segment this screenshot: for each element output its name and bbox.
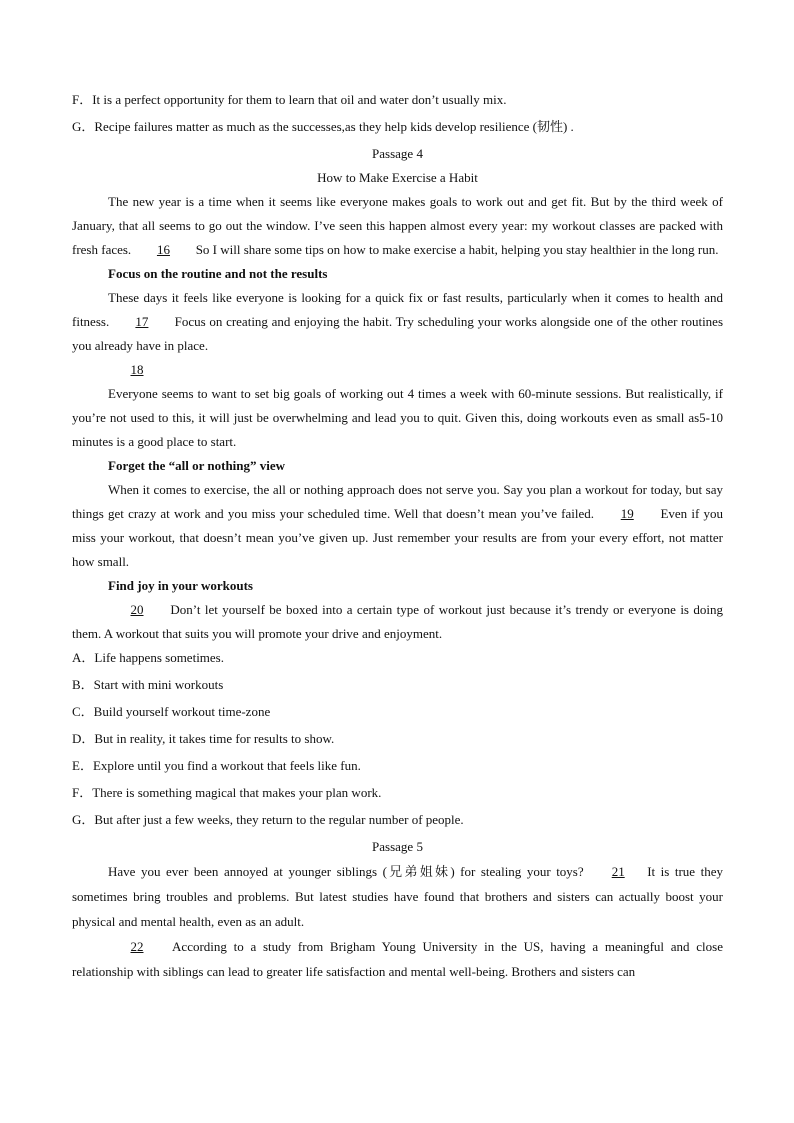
p4-p2-text-a: These days it feels like everyone is looking for a quick fix or fast results, particularly when it comes to health and fitness. [72,290,723,329]
option-c: C．Build yourself workout time-zone [72,704,271,719]
p5-p2-text: According to a study from Brigham Young University in the US, having a meaningful and close relationship with siblings can lead to greater life satisfaction and mental well-being. Brothers and sisters can [72,939,723,979]
p4-p2-text-b: Focus on creating and enjoying the habit. Try scheduling your works alongside one of the other routines you already have in place. [72,314,724,353]
option-e: E．Explore until you find a workout that feels like fun. [72,758,361,773]
passage-4-paragraph-3: Everyone seems to want to set big goals of working out 4 times a week with 60-minute sessions. But realistically, if you’re not used to this, it will just be overwhelming and lead you to quit. Given this, doing workouts even as small as5-10 minutes is a good place to start. [72,386,723,449]
blank-21[interactable]: 21 [611,864,625,879]
option-a: A．Life happens sometimes. [72,650,224,665]
heading-find-joy: Find joy in your workouts [108,578,253,593]
option-g: G．But after just a few weeks, they return to the regular number of people. [72,812,464,827]
heading-all-or-nothing: Forget the “all or nothing” view [108,458,286,473]
option-f-prev: F．It is a perfect opportunity for them to learn that oil and water don’t usually mix. [72,92,507,107]
blank-17[interactable]: 17 [135,314,149,329]
passage-4-paragraph-2 [72,286,723,358]
passage-4-paragraph-5 [72,598,723,646]
p4-p1-text-b: So I will share some tips on how to make exercise a habit, helping you stay healthier in the long run. [195,242,719,257]
p4-p4-text-a: When it comes to exercise, the all or nothing approach does not serve you. Say you plan a workout for today, but say things get crazy at work and you miss your scheduled time. Well that doesn’t mean you’ve failed. [72,482,723,521]
option-d: D．But in reality, it takes time for results to show. [72,731,335,746]
passage-4-paragraph-1 [72,190,723,262]
option-b: B．Start with mini workouts [72,677,224,692]
heading-routine: Focus on the routine and not the results [108,266,328,281]
passage-5-paragraph-1 [72,859,723,934]
blank-20[interactable]: 20 [130,602,144,617]
passage-4-label: Passage 4 [372,146,423,161]
blank-19[interactable]: 19 [620,506,634,521]
p4-p4-text-b: Even if you miss your workout, that doesn’t mean you’ve given up. Just remember your results are from your every effort, not matter how small. [72,506,723,569]
worksheet-page [72,88,723,984]
passage-5-paragraph-2 [72,934,723,984]
p4-p5-text: Don’t let yourself be boxed into a certain type of workout just because it’s trendy or everyone is doing them. A workout that suits you will promote your drive and enjoyment. [72,602,724,641]
passage-4-title: How to Make Exercise a Habit [317,170,478,185]
blank-22[interactable]: 22 [130,939,144,954]
blank-18-line [108,358,723,382]
option-f: F．There is something magical that makes your plan work. [72,785,382,800]
option-g-prev: G．Recipe failures matter as much as the successes,as they help kids develop resilience (韧性) . [72,119,574,134]
passage-4-paragraph-4 [72,478,723,574]
p5-p1-text-b: It is true they sometimes bring troubles and problems. But latest studies have found that brothers and sisters can actually boost your physical and mental health, even as an adult. [72,864,723,929]
blank-18[interactable]: 18 [130,362,144,377]
passage-4-options [72,646,723,832]
p5-p1-text-a: Have you ever been annoyed at younger siblings (兄弟姐妹) for stealing your toys? [108,864,584,879]
p4-p1-text-a: The new year is a time when it seems like everyone makes goals to work out and get fit. But by the third week of January, that all seems to go out the window. I’ve seen this happen almost every year: my workout classes are packed with fresh faces. [72,194,723,257]
blank-16[interactable]: 16 [156,242,170,257]
passage-5-label: Passage 5 [372,839,423,854]
